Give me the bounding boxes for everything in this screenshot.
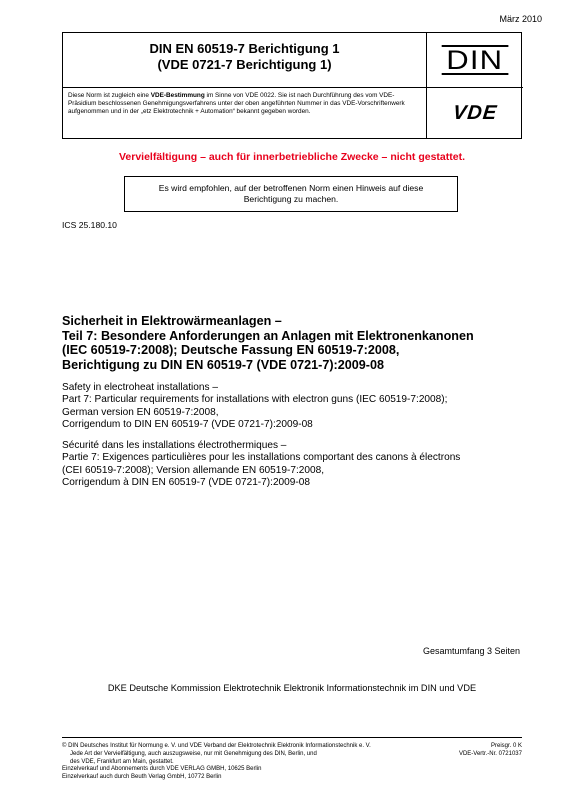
hint-line-2: Berichtigung zu machen.: [243, 194, 339, 204]
din-logo: DIN: [442, 45, 508, 75]
title-german-line: Sicherheit in Elektrowärmeanlagen –: [62, 314, 282, 328]
title-english-line: Corrigendum to DIN EN 60519-7 (VDE 0721-7):2009-08: [62, 418, 313, 430]
title-german-line: (IEC 60519-7:2008); Deutsche Fassung EN 60519-7:2008,: [62, 343, 400, 357]
footer-copyright: [62, 743, 432, 782]
title-english: [62, 382, 532, 431]
title-french-line: Partie 7: Exigences particulières pour les installations comportant des canons à électrons: [62, 452, 461, 464]
vde-note-text-after: im Sinne von VDE 0022. Sie ist nach Durchführung des vom VDE-Präsidium beschlossenen Genehmigungsverfahrens unter der oben angeführten Nummer in das VDE-Vorschriftenwerk aufgenommen und in der „etz Elektrotechnik + Automation“ bekannt gegeben worden.: [68, 92, 405, 115]
title-english-line: German version EN 60519-7:2008,: [62, 406, 219, 418]
title-french: [62, 440, 532, 489]
vde-note-bold: VDE-Bestimmung: [150, 92, 205, 99]
vde-note: [63, 88, 427, 138]
sales-line-2: Einzelverkauf auch durch Beuth Verlag GmbH, 10772 Berlin: [62, 774, 222, 781]
title-german: [62, 314, 532, 372]
title-english-line: Safety in electroheat installations –: [62, 382, 218, 393]
publication-date: März 2010: [499, 14, 542, 24]
document-title: [63, 33, 427, 88]
sales-line-1: Einzelverkauf und Abonnements durch VDE VERLAG GMBH, 10625 Berlin: [62, 766, 262, 773]
title-french-line: Corrigendum à DIN EN 60519-7 (VDE 0721-7):2009-08: [62, 476, 310, 488]
copyright-line-1: © DIN Deutsches Institut für Normung e. V. und VDE Verband der Elektrotechnik Elektronik Informationstechnik e. V.: [62, 743, 371, 749]
vde-logo-cell: [427, 88, 523, 138]
title-german-line: Berichtigung zu DIN EN 60519-7 (VDE 0721-7):2009-08: [62, 357, 384, 372]
header-box: [62, 32, 522, 139]
order-number: VDE-Vertr.-Nr. 0721037: [458, 750, 522, 757]
title-line-1: DIN EN 60519-7 Berichtigung 1: [149, 41, 340, 56]
hint-box: [124, 176, 458, 212]
ics-code: ICS 25.180.10: [62, 220, 117, 230]
dke-line: DKE Deutsche Kommission Elektrotechnik Elektronik Informationstechnik im DIN und VDE: [107, 683, 477, 693]
copyright-line-2: Jede Art der Vervielfältigung, auch auszugsweise, nur mit Genehmigung des DIN, Berlin, und: [70, 750, 317, 757]
footer-order-info: [432, 743, 522, 759]
hint-line-1: Es wird empfohlen, auf der betroffenen Norm einen Hinweis auf diese: [158, 183, 424, 193]
title-french-line: (CEI 60519-7:2008); Version allemande EN 60519-7:2008,: [62, 464, 325, 476]
price-group: Preisgr. 0 K: [490, 743, 522, 749]
vde-logo: VDE: [451, 101, 499, 124]
din-logo-cell: [427, 33, 523, 88]
copy-warning: Vervielfältigung – auch für innerbetriebliche Zwecke – nicht gestattet.: [118, 151, 465, 163]
title-french-line: Sécurité dans les installations électrothermiques –: [62, 440, 287, 451]
title-german-line: Teil 7: Besondere Anforderungen an Anlagen mit Elektronenkanonen: [62, 328, 474, 343]
title-line-2: (VDE 0721-7 Berichtigung 1): [157, 57, 332, 72]
copyright-line-3: des VDE, Frankfurt am Main, gestattet.: [70, 758, 174, 765]
vde-note-text-before: Diese Norm ist zugleich eine: [68, 92, 151, 99]
title-english-line: Part 7: Particular requirements for installations with electron guns (IEC 60519-7:2008);: [62, 394, 448, 406]
footer-divider: [62, 737, 522, 738]
total-pages: Gesamtumfang 3 Seiten: [422, 646, 520, 656]
